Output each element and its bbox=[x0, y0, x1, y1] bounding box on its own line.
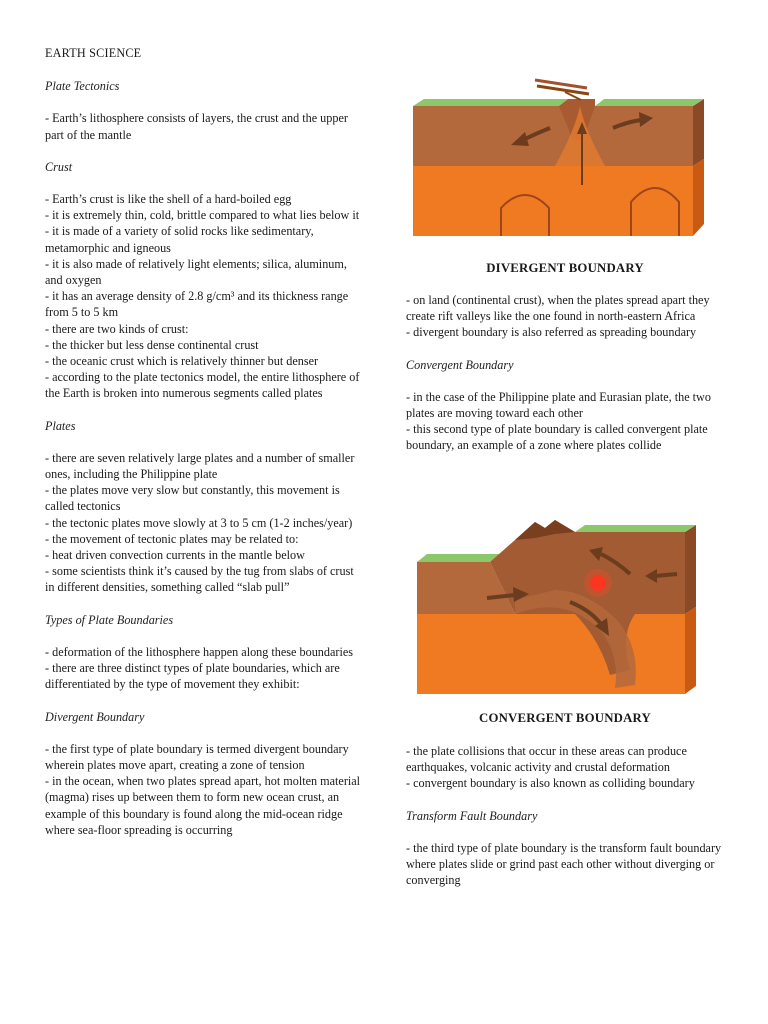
bullet-line: - it is also made of relatively light elements; silica, aluminum, and oxygen bbox=[45, 256, 347, 288]
bullet-line: - in the case of the Philippine plate and Eurasian plate, the two plates are moving toward each other bbox=[406, 389, 711, 421]
bullet-line: - this second type of plate boundary is called convergent plate boundary, an example of a zone where plates collide bbox=[406, 422, 708, 453]
bullet-line: - deformation of the lithosphere happen along these boundaries bbox=[45, 644, 353, 659]
paragraph bbox=[406, 840, 724, 889]
bullet-line: - some scientists think it’s caused by the tug from slabs of crust in different densities, something called “slab pull” bbox=[45, 564, 354, 595]
bullet-line: - convergent boundary is also known as colliding boundary bbox=[406, 776, 695, 791]
bullet-line: - the third type of plate boundary is the transform fault boundary where plates slide or grind past each other without diverging or converging bbox=[406, 840, 722, 888]
paragraph bbox=[45, 450, 363, 596]
section-heading: Crust bbox=[45, 159, 73, 174]
div-crust-front bbox=[413, 100, 693, 166]
section-heading: Plates bbox=[45, 418, 76, 433]
bullet-line: - the plate collisions that occur in these areas can produce earthquakes, volcanic activity and crustal deformation bbox=[406, 744, 687, 775]
left-column bbox=[45, 45, 363, 854]
bullet-line: - the oceanic crust which is relatively thinner but denser bbox=[45, 354, 319, 369]
section-heading: Transform Fault Boundary bbox=[406, 808, 538, 823]
bullet-line: - the plates move very slow but constantly, this movement is called tectonics bbox=[45, 483, 340, 514]
section-heading: Divergent Boundary bbox=[45, 709, 145, 724]
div-mantle bbox=[413, 166, 693, 236]
section-heading: Plate Tectonics bbox=[45, 79, 120, 94]
div-right-face-crust bbox=[693, 99, 704, 166]
bullet-line: - it is extremely thin, cold, brittle compared to what lies below it bbox=[45, 208, 360, 223]
paragraph bbox=[45, 644, 363, 693]
right-flow-1 bbox=[406, 292, 724, 470]
bullet-line: - there are three distinct types of plate boundaries, which are differentiated by the type of movement they exhibit: bbox=[45, 661, 340, 692]
paragraph bbox=[406, 292, 724, 341]
page-title: EARTH SCIENCE bbox=[45, 46, 142, 60]
bullet-line: - Earth’s crust is like the shell of a hard-boiled egg bbox=[45, 192, 292, 207]
conv-mantle bbox=[417, 614, 685, 694]
bullet-line: - there are two kinds of crust: bbox=[45, 321, 189, 336]
conv-grass-left bbox=[417, 554, 500, 562]
section-heading: Types of Plate Boundaries bbox=[45, 612, 174, 627]
section-heading: Convergent Boundary bbox=[406, 357, 514, 372]
right-flow-2 bbox=[406, 743, 724, 904]
conv-right-face-mantle bbox=[685, 607, 696, 694]
divergent-caption: DIVERGENT BOUNDARY bbox=[486, 261, 644, 275]
bullet-line: - it has an average density of 2.8 g/cm³ and its thickness range from 5 to 5 km bbox=[45, 289, 349, 320]
convergent-caption: CONVERGENT BOUNDARY bbox=[479, 711, 651, 725]
div-grass-left bbox=[413, 99, 568, 106]
bullet-line: - divergent boundary is also referred as spreading boundary bbox=[406, 325, 697, 340]
bullet-line: - the movement of tectonic plates may be related to: bbox=[45, 531, 299, 546]
bullet-line: - the thicker but less dense continental crust bbox=[45, 337, 259, 352]
bullet-line: - on land (continental crust), when the plates spread apart they create rift valleys like the one found in north-eastern Africa bbox=[406, 293, 710, 324]
bullet-line: - Earth’s lithosphere consists of layers, the crust and the upper part of the mantle bbox=[45, 111, 348, 142]
divergent-boundary-diagram bbox=[405, 70, 705, 250]
bullet-line: - according to the plate tectonics model, the entire lithosphere of the Earth is broken into numerous segments called plates bbox=[45, 370, 360, 401]
div-grass-right bbox=[595, 99, 704, 106]
paragraph bbox=[406, 389, 724, 454]
bullet-line: - it is made of a variety of solid rocks like sedimentary, metamorphic and igneous bbox=[45, 224, 314, 255]
conv-earthquake-glow bbox=[584, 569, 612, 597]
paragraph bbox=[45, 741, 363, 838]
paragraph bbox=[406, 743, 724, 792]
convergent-boundary-diagram bbox=[405, 510, 705, 700]
bullet-line: - in the ocean, when two plates spread apart, hot molten material (magma) rises up between them to form new ocean crust, an example of this boundary is found along the mid-ocean ridge where sea-floor spreading is occurring bbox=[45, 774, 361, 837]
div-right-face-mantle bbox=[693, 159, 704, 236]
conv-right-face-crust bbox=[685, 525, 696, 614]
bullet-line: - the first type of plate boundary is termed divergent boundary wherein plates move apart, creating a zone of tension bbox=[45, 741, 349, 772]
conv-grass-right bbox=[575, 525, 696, 532]
left-flow bbox=[45, 78, 363, 838]
bullet-line: - there are seven relatively large plates and a number of smaller ones, including the Philippine plate bbox=[45, 450, 355, 482]
paragraph bbox=[45, 110, 363, 142]
bullet-line: - the tectonic plates move slowly at 3 to 5 cm (1-2 inches/year) bbox=[45, 515, 353, 530]
bullet-line: - heat driven convection currents in the mantle below bbox=[45, 548, 305, 563]
paragraph bbox=[45, 191, 363, 402]
